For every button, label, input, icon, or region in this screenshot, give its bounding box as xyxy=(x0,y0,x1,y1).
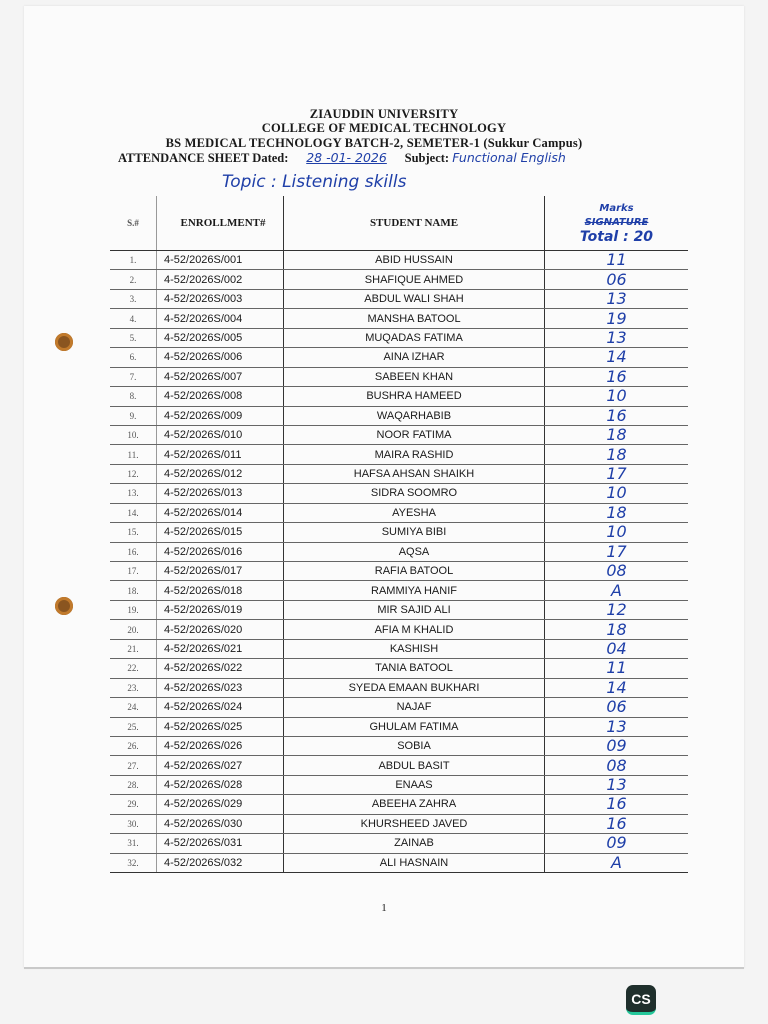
row-enrollment: 4-52/2026S/004 xyxy=(157,309,284,328)
row-enrollment: 4-52/2026S/001 xyxy=(157,251,284,270)
row-student-name: AFIA M KHALID xyxy=(284,620,545,639)
subject-label: Subject: xyxy=(404,151,450,165)
table-row xyxy=(110,523,688,542)
row-mark: 16 xyxy=(545,367,689,386)
row-student-name: ENAAS xyxy=(284,775,545,794)
row-enrollment: 4-52/2026S/002 xyxy=(157,270,284,289)
sheet-label: ATTENDANCE SHEET Dated: xyxy=(118,151,289,165)
row-mark: 16 xyxy=(545,406,689,425)
row-serial: 28. xyxy=(110,775,157,794)
punch-hole xyxy=(55,333,73,351)
row-serial: 31. xyxy=(110,834,157,853)
row-student-name: AINA IZHAR xyxy=(284,348,545,367)
page-number: 1 xyxy=(381,902,387,914)
table-row xyxy=(110,562,688,581)
row-student-name: KASHISH xyxy=(284,639,545,658)
table-row xyxy=(110,328,688,347)
table-row xyxy=(110,581,688,600)
row-enrollment: 4-52/2026S/032 xyxy=(157,853,284,872)
row-mark: 04 xyxy=(545,639,689,658)
row-mark: 13 xyxy=(545,328,689,347)
row-mark: 18 xyxy=(545,425,689,444)
college-title: COLLEGE OF MEDICAL TECHNOLOGY xyxy=(261,121,507,135)
col-header-name: STUDENT NAME xyxy=(284,196,545,251)
table-row xyxy=(110,367,688,386)
row-student-name: SIDRA SOOMRO xyxy=(284,484,545,503)
col-header-sn: S.# xyxy=(110,196,157,251)
row-mark: 11 xyxy=(545,659,689,678)
row-student-name: BUSHRA HAMEED xyxy=(284,387,545,406)
row-student-name: ALI HASNAIN xyxy=(284,853,545,872)
table-row xyxy=(110,756,688,775)
university-title: ZIAUDDIN UNIVERSITY xyxy=(309,107,459,121)
row-mark: 14 xyxy=(545,348,689,367)
punch-hole xyxy=(55,597,73,615)
row-mark: 10 xyxy=(545,484,689,503)
topic-note: Topic : Listening skills xyxy=(222,172,407,192)
row-enrollment: 4-52/2026S/018 xyxy=(157,581,284,600)
row-serial: 30. xyxy=(110,814,157,833)
row-serial: 7. xyxy=(110,367,157,386)
row-student-name: MANSHA BATOOL xyxy=(284,309,545,328)
table-row xyxy=(110,348,688,367)
table-row xyxy=(110,736,688,755)
row-serial: 20. xyxy=(110,620,157,639)
row-mark: A xyxy=(545,581,689,600)
row-enrollment: 4-52/2026S/016 xyxy=(157,542,284,561)
row-serial: 5. xyxy=(110,328,157,347)
row-enrollment: 4-52/2026S/023 xyxy=(157,678,284,697)
table-row xyxy=(110,406,688,425)
table-row xyxy=(110,620,688,639)
table-row xyxy=(110,717,688,736)
table-row xyxy=(110,289,688,308)
table-row xyxy=(110,542,688,561)
row-serial: 24. xyxy=(110,698,157,717)
row-mark: 06 xyxy=(545,698,689,717)
table-row xyxy=(110,387,688,406)
table-row xyxy=(110,834,688,853)
row-student-name: MAIRA RASHID xyxy=(284,445,545,464)
table-row xyxy=(110,659,688,678)
row-student-name: WAQARHABIB xyxy=(284,406,545,425)
row-enrollment: 4-52/2026S/014 xyxy=(157,503,284,522)
row-student-name: AQSA xyxy=(284,542,545,561)
row-student-name: SYEDA EMAAN BUKHARI xyxy=(284,678,545,697)
row-serial: 4. xyxy=(110,309,157,328)
row-serial: 17. xyxy=(110,562,157,581)
row-student-name: AYESHA xyxy=(284,503,545,522)
row-enrollment: 4-52/2026S/031 xyxy=(157,834,284,853)
row-student-name: MUQADAS FATIMA xyxy=(284,328,545,347)
row-mark: 17 xyxy=(545,464,689,483)
row-serial: 22. xyxy=(110,659,157,678)
row-enrollment: 4-52/2026S/009 xyxy=(157,406,284,425)
row-student-name: ABID HUSSAIN xyxy=(284,251,545,270)
row-mark: A xyxy=(545,853,689,872)
row-serial: 18. xyxy=(110,581,157,600)
row-serial: 26. xyxy=(110,736,157,755)
table-row xyxy=(110,251,688,270)
col-header-marks xyxy=(545,196,689,251)
marks-header-total: Total : 20 xyxy=(579,229,654,245)
row-serial: 21. xyxy=(110,639,157,658)
row-serial: 11. xyxy=(110,445,157,464)
table-header-row xyxy=(110,196,688,251)
table-row xyxy=(110,309,688,328)
row-enrollment: 4-52/2026S/013 xyxy=(157,484,284,503)
table-row xyxy=(110,484,688,503)
table-row xyxy=(110,814,688,833)
row-enrollment: 4-52/2026S/027 xyxy=(157,756,284,775)
row-enrollment: 4-52/2026S/011 xyxy=(157,445,284,464)
row-serial: 32. xyxy=(110,853,157,872)
row-enrollment: 4-52/2026S/007 xyxy=(157,367,284,386)
row-student-name: SABEEN KHAN xyxy=(284,367,545,386)
row-serial: 23. xyxy=(110,678,157,697)
row-student-name: SUMIYA BIBI xyxy=(284,523,545,542)
row-enrollment: 4-52/2026S/022 xyxy=(157,659,284,678)
row-serial: 10. xyxy=(110,425,157,444)
row-serial: 27. xyxy=(110,756,157,775)
row-enrollment: 4-52/2026S/020 xyxy=(157,620,284,639)
table-row xyxy=(110,425,688,444)
row-serial: 14. xyxy=(110,503,157,522)
table-row xyxy=(110,270,688,289)
subject-value: Functional English xyxy=(452,150,566,165)
col-header-enrollment: ENROLLMENT# xyxy=(157,196,284,251)
row-enrollment: 4-52/2026S/030 xyxy=(157,814,284,833)
table-row xyxy=(110,600,688,619)
row-serial: 15. xyxy=(110,523,157,542)
row-student-name: GHULAM FATIMA xyxy=(284,717,545,736)
attendance-table xyxy=(110,196,688,873)
row-serial: 12. xyxy=(110,464,157,483)
row-student-name: KHURSHEED JAVED xyxy=(284,814,545,833)
row-enrollment: 4-52/2026S/029 xyxy=(157,795,284,814)
row-student-name: NAJAF xyxy=(284,698,545,717)
row-serial: 2. xyxy=(110,270,157,289)
row-mark: 09 xyxy=(545,736,689,755)
table-row xyxy=(110,639,688,658)
marks-header-line2: SIGNATURE xyxy=(584,217,649,228)
row-student-name: ZAINAB xyxy=(284,834,545,853)
row-student-name: SOBIA xyxy=(284,736,545,755)
table-row xyxy=(110,678,688,697)
row-student-name: SHAFIQUE AHMED xyxy=(284,270,545,289)
row-serial: 25. xyxy=(110,717,157,736)
table-row xyxy=(110,464,688,483)
row-mark: 18 xyxy=(545,620,689,639)
row-mark: 19 xyxy=(545,309,689,328)
attendance-line xyxy=(118,150,566,166)
row-student-name: TANIA BATOOL xyxy=(284,659,545,678)
row-enrollment: 4-52/2026S/015 xyxy=(157,523,284,542)
marks-header-line1: Marks xyxy=(599,203,634,214)
row-serial: 3. xyxy=(110,289,157,308)
row-mark: 09 xyxy=(545,834,689,853)
row-serial: 6. xyxy=(110,348,157,367)
table-row xyxy=(110,445,688,464)
row-serial: 1. xyxy=(110,251,157,270)
row-mark: 08 xyxy=(545,756,689,775)
row-mark: 12 xyxy=(545,600,689,619)
row-serial: 19. xyxy=(110,600,157,619)
row-serial: 13. xyxy=(110,484,157,503)
row-student-name: MIR SAJID ALI xyxy=(284,600,545,619)
row-enrollment: 4-52/2026S/017 xyxy=(157,562,284,581)
row-enrollment: 4-52/2026S/012 xyxy=(157,464,284,483)
row-enrollment: 4-52/2026S/006 xyxy=(157,348,284,367)
row-serial: 16. xyxy=(110,542,157,561)
row-mark: 11 xyxy=(545,251,689,270)
table-row xyxy=(110,698,688,717)
row-student-name: ABDUL BASIT xyxy=(284,756,545,775)
row-student-name: RAFIA BATOOL xyxy=(284,562,545,581)
table-row xyxy=(110,775,688,794)
row-mark: 13 xyxy=(545,717,689,736)
row-student-name: NOOR FATIMA xyxy=(284,425,545,444)
row-serial: 8. xyxy=(110,387,157,406)
row-mark: 08 xyxy=(545,562,689,581)
row-mark: 14 xyxy=(545,678,689,697)
row-student-name: ABDUL WALI SHAH xyxy=(284,289,545,308)
row-enrollment: 4-52/2026S/028 xyxy=(157,775,284,794)
row-enrollment: 4-52/2026S/026 xyxy=(157,736,284,755)
table-row xyxy=(110,853,688,872)
row-mark: 18 xyxy=(545,503,689,522)
row-mark: 16 xyxy=(545,795,689,814)
row-mark: 13 xyxy=(545,775,689,794)
row-serial: 29. xyxy=(110,795,157,814)
row-student-name: ABEEHA ZAHRA xyxy=(284,795,545,814)
row-enrollment: 4-52/2026S/021 xyxy=(157,639,284,658)
row-student-name: RAMMIYA HANIF xyxy=(284,581,545,600)
row-serial: 9. xyxy=(110,406,157,425)
row-enrollment: 4-52/2026S/025 xyxy=(157,717,284,736)
row-mark: 10 xyxy=(545,523,689,542)
row-mark: 18 xyxy=(545,445,689,464)
row-enrollment: 4-52/2026S/019 xyxy=(157,600,284,619)
row-mark: 06 xyxy=(545,270,689,289)
camscanner-logo: CS xyxy=(626,985,656,1015)
row-student-name: HAFSA AHSAN SHAIKH xyxy=(284,464,545,483)
row-mark: 16 xyxy=(545,814,689,833)
row-enrollment: 4-52/2026S/024 xyxy=(157,698,284,717)
date-value: 28 -01- 2026 xyxy=(306,150,387,165)
row-mark: 10 xyxy=(545,387,689,406)
program-title: BS MEDICAL TECHNOLOGY BATCH-2, SEMETER-1 (Sukkur Campus) xyxy=(165,136,583,150)
row-enrollment: 4-52/2026S/010 xyxy=(157,425,284,444)
row-mark: 13 xyxy=(545,289,689,308)
row-enrollment: 4-52/2026S/005 xyxy=(157,328,284,347)
table-row xyxy=(110,503,688,522)
row-enrollment: 4-52/2026S/008 xyxy=(157,387,284,406)
row-enrollment: 4-52/2026S/003 xyxy=(157,289,284,308)
table-row xyxy=(110,795,688,814)
page-edge xyxy=(24,967,744,969)
row-mark: 17 xyxy=(545,542,689,561)
